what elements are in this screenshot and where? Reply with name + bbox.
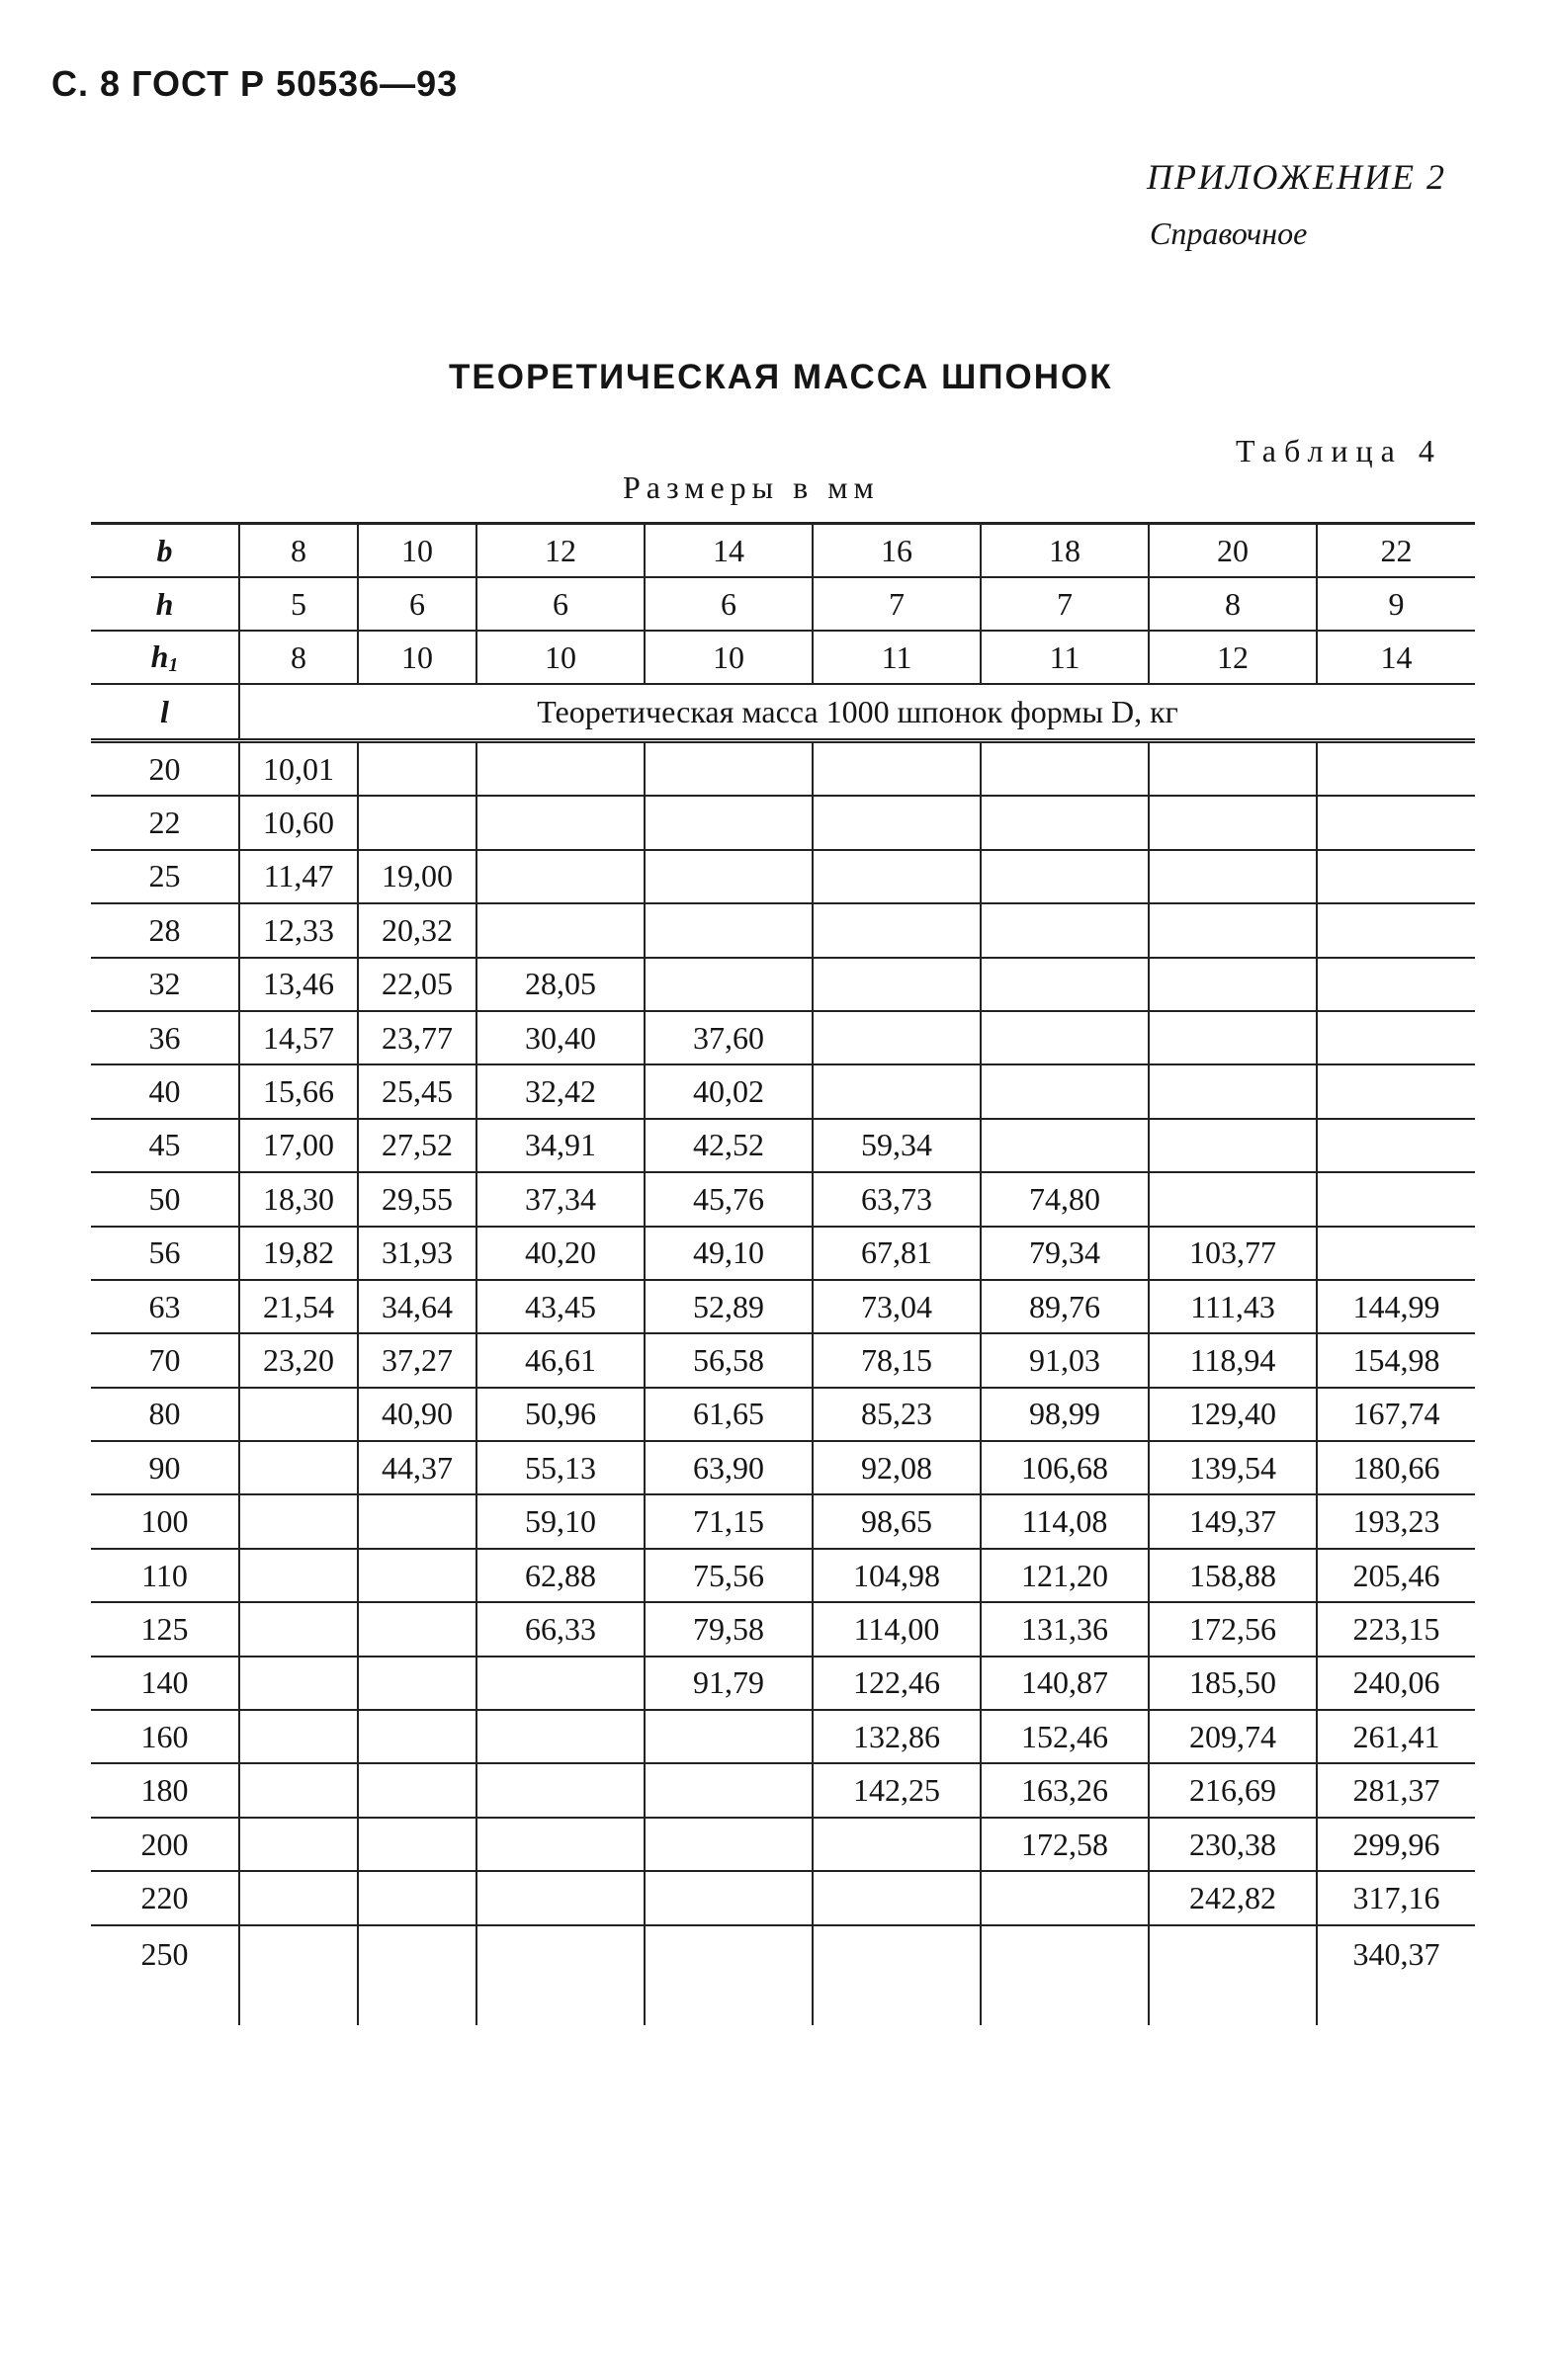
mass-value-cell [645,796,813,849]
mass-value-cell: 18,30 [239,1172,358,1226]
header-h1-cell: 12 [1149,631,1317,684]
header-row-h1 [91,631,1475,684]
mass-value-cell: 85,23 [813,1388,981,1441]
mass-value-cell [239,1494,358,1548]
mass-value-cell: 240,06 [1317,1657,1475,1710]
table-row [91,903,1475,957]
table-row [91,1280,1475,1333]
dimensions-note: Размеры в мм [623,469,880,505]
mass-value-cell: 19,00 [358,850,476,903]
label-h1-base: h [150,638,169,674]
length-cell: 125 [91,1602,239,1656]
mass-value-cell [1149,850,1317,903]
mass-value-cell [476,1925,645,2025]
mass-value-cell [813,796,981,849]
length-cell: 20 [91,741,239,797]
table-row [91,1549,1475,1602]
mass-value-cell [476,850,645,903]
mass-value-cell [813,1871,981,1924]
mass-value-cell [645,1818,813,1871]
mass-value-cell: 56,58 [645,1333,813,1387]
header-row-h [91,577,1475,631]
table-row [91,1871,1475,1924]
mass-value-cell [1149,958,1317,1011]
mass-value-cell: 27,52 [358,1119,476,1172]
mass-value-cell: 14,57 [239,1011,358,1064]
mass-value-cell: 40,90 [358,1388,476,1441]
mass-value-cell: 59,34 [813,1119,981,1172]
mass-value-cell [239,1388,358,1441]
length-cell: 90 [91,1441,239,1494]
mass-value-cell: 79,58 [645,1602,813,1656]
mass-value-cell [645,1710,813,1763]
mass-value-cell: 79,34 [981,1227,1149,1280]
mass-value-cell: 75,56 [645,1549,813,1602]
mass-value-cell [358,1818,476,1871]
mass-value-cell: 122,46 [813,1657,981,1710]
mass-value-cell: 10,01 [239,741,358,797]
table-row [91,1657,1475,1710]
length-cell: 70 [91,1333,239,1387]
appendix-title: ПРИЛОЖЕНИЕ 2 [1147,157,1446,197]
mass-value-cell: 10,60 [239,796,358,849]
mass-value-cell: 340,37 [1352,1935,1440,1972]
table-row [91,1710,1475,1763]
mass-value-cell: 193,23 [1317,1494,1475,1548]
mass-value-cell: 281,37 [1317,1763,1475,1817]
mass-value-cell: 71,15 [645,1494,813,1548]
mass-value-cell [813,1011,981,1064]
length-cell: 28 [91,903,239,957]
mass-value-cell [1149,1172,1317,1226]
header-h1-cell: 11 [981,631,1149,684]
appendix-subtitle: Справочное [1150,215,1308,251]
header-b-cell: 12 [476,524,645,578]
mass-value-cell: 89,76 [981,1280,1149,1333]
mass-value-cell [358,1763,476,1817]
mass-value-cell [1317,1011,1475,1064]
length-cell: 110 [91,1549,239,1602]
mass-value-cell [1149,1119,1317,1172]
mass-value-cell: 23,20 [239,1333,358,1387]
mass-value-cell [645,741,813,797]
length-cell: 45 [91,1119,239,1172]
header-h1-cell: 8 [239,631,358,684]
mass-value-cell [358,741,476,797]
mass-value-cell [1149,1011,1317,1064]
mass-value-cell: 63,73 [813,1172,981,1226]
mass-value-cell: 43,45 [476,1280,645,1333]
mass-value-cell [645,850,813,903]
mass-value-cell [476,1763,645,1817]
mass-value-cell: 31,93 [358,1227,476,1280]
mass-value-cell [1149,741,1317,797]
mass-value-cell: 59,10 [476,1494,645,1548]
mass-value-cell: 52,89 [645,1280,813,1333]
mass-value-cell: 317,16 [1317,1871,1475,1924]
mass-value-cell: 44,37 [358,1441,476,1494]
table-row [91,741,1475,797]
mass-value-cell: 62,88 [476,1549,645,1602]
header-b-cell: 14 [645,524,813,578]
mass-value-cell: 180,66 [1317,1441,1475,1494]
mass-value-cell: 91,03 [981,1333,1149,1387]
mass-value-cell [239,1549,358,1602]
page-header: С. 8 ГОСТ Р 50536—93 [51,63,459,104]
mass-value-cell [358,1925,476,2025]
mass-value-cell [358,796,476,849]
mass-value-cell: 132,86 [813,1710,981,1763]
table-caption: Теоретическая масса 1000 шпонок формы D, кг [239,684,1475,741]
mass-value-cell [239,1925,358,2025]
header-h1-cell: 11 [813,631,981,684]
mass-value-cell: 22,05 [358,958,476,1011]
mass-value-cell: 20,32 [358,903,476,957]
mass-value-cell [358,1871,476,1924]
label-h1 [91,631,239,684]
mass-value-cell [1317,1227,1475,1280]
mass-value-cell [476,903,645,957]
mass-value-cell [645,1763,813,1817]
length-cell: 220 [91,1871,239,1924]
header-h-cell: 8 [1149,577,1317,631]
header-h1-cell: 10 [645,631,813,684]
mass-value-cell: 67,81 [813,1227,981,1280]
table-row [91,1763,1475,1817]
mass-value-cell: 40,20 [476,1227,645,1280]
mass-value-cell: 118,94 [1149,1333,1317,1387]
mass-value-cell: 30,40 [476,1011,645,1064]
header-b-cell: 20 [1149,524,1317,578]
document-title: ТЕОРЕТИЧЕСКАЯ МАССА ШПОНОК [449,358,1113,396]
table-row [91,1925,1475,2025]
mass-value-cell [239,1763,358,1817]
mass-value-cell [239,1657,358,1710]
length-cell: 32 [91,958,239,1011]
mass-value-cell: 98,65 [813,1494,981,1548]
mass-value-cell [476,741,645,797]
mass-value-cell [476,1710,645,1763]
length-cell: 80 [91,1388,239,1441]
label-l: l [91,684,239,741]
mass-value-cell [1317,903,1475,957]
mass-value-cell [239,1871,358,1924]
mass-value-cell: 121,20 [981,1549,1149,1602]
mass-value-cell: 106,68 [981,1441,1149,1494]
mass-value-cell: 149,37 [1149,1494,1317,1548]
mass-value-cell [1317,1119,1475,1172]
table-row [91,1011,1475,1064]
mass-value-cell: 154,98 [1317,1333,1475,1387]
mass-value-cell: 11,47 [239,850,358,903]
mass-value-cell: 205,46 [1317,1549,1475,1602]
mass-value-cell: 223,15 [1317,1602,1475,1656]
mass-value-cell: 172,58 [981,1818,1149,1871]
mass-value-cell: 25,45 [358,1064,476,1118]
mass-value-cell [1149,1064,1317,1118]
mass-value-cell: 34,91 [476,1119,645,1172]
mass-value-cell: 104,98 [813,1549,981,1602]
mass-value-cell: 91,79 [645,1657,813,1710]
table-row [91,1602,1475,1656]
mass-value-cell: 129,40 [1149,1388,1317,1441]
mass-value-cell [813,741,981,797]
mass-value-cell: 140,87 [981,1657,1149,1710]
mass-value-cell [1149,903,1317,957]
length-cell: 100 [91,1494,239,1548]
mass-value-cell [358,1549,476,1602]
length-cell: 22 [91,796,239,849]
mass-value-cell [1317,1172,1475,1226]
header-h-cell: 7 [981,577,1149,631]
mass-value-cell [239,1818,358,1871]
table-row [91,1441,1475,1494]
mass-value-cell: 73,04 [813,1280,981,1333]
mass-value-cell: 114,08 [981,1494,1149,1548]
mass-value-cell: 299,96 [1317,1818,1475,1871]
mass-value-cell: 49,10 [645,1227,813,1280]
mass-value-cell: 139,54 [1149,1441,1317,1494]
mass-value-cell [981,1011,1149,1064]
mass-value-cell: 37,34 [476,1172,645,1226]
mass-value-cell: 167,74 [1317,1388,1475,1441]
mass-value-cell: 37,27 [358,1333,476,1387]
table-label: Таблица 4 [1236,433,1442,468]
mass-value-cell [981,903,1149,957]
mass-value-cell [981,1871,1149,1924]
mass-value-cell [813,850,981,903]
header-b-cell: 8 [239,524,358,578]
table-row [91,850,1475,903]
mass-value-cell [476,1657,645,1710]
header-h-cell: 7 [813,577,981,631]
mass-value-cell [981,850,1149,903]
label-h1-subscript: 1 [168,653,179,676]
mass-value-cell [813,958,981,1011]
table-row [91,1227,1475,1280]
mass-value-cell [476,1818,645,1871]
mass-value-cell: 261,41 [1317,1710,1475,1763]
mass-value-cell: 32,42 [476,1064,645,1118]
label-b: b [91,524,239,578]
header-h1-cell: 10 [476,631,645,684]
mass-value-cell: 78,15 [813,1333,981,1387]
mass-value-cell [981,958,1149,1011]
table-row [91,1494,1475,1548]
length-cell: 36 [91,1011,239,1064]
mass-value-cell: 98,99 [981,1388,1149,1441]
mass-value-cell: 230,38 [1149,1818,1317,1871]
mass-value-cell: 152,46 [981,1710,1149,1763]
mass-value-cell [1317,796,1475,849]
header-b-cell: 18 [981,524,1149,578]
mass-value-cell [813,1818,981,1871]
table-row [91,796,1475,849]
mass-value-cell [239,1441,358,1494]
mass-value-cell [813,903,981,957]
mass-value-cell: 34,64 [358,1280,476,1333]
mass-value-cell: 19,82 [239,1227,358,1280]
mass-value-cell: 63,90 [645,1441,813,1494]
mass-value-cell: 92,08 [813,1441,981,1494]
mass-value-cell [645,958,813,1011]
mass-value-cell: 15,66 [239,1064,358,1118]
header-h1-cell: 14 [1317,631,1475,684]
mass-value-cell: 12,33 [239,903,358,957]
mass-value-cell: 46,61 [476,1333,645,1387]
header-h-cell: 9 [1317,577,1475,631]
mass-value-cell: 23,77 [358,1011,476,1064]
label-h: h [91,577,239,631]
length-cell: 63 [91,1280,239,1333]
mass-value-cell [981,1925,1149,2025]
mass-value-cell: 55,13 [476,1441,645,1494]
table-row [91,958,1475,1011]
mass-value-cell [476,1871,645,1924]
mass-value-cell: 45,76 [645,1172,813,1226]
mass-value-cell: 242,82 [1149,1871,1317,1924]
mass-value-cell: 131,36 [981,1602,1149,1656]
mass-value-cell: 29,55 [358,1172,476,1226]
mass-value-cell: 144,99 [1317,1280,1475,1333]
mass-value-cell [1149,796,1317,849]
mass-value-cell [358,1710,476,1763]
mass-value-cell [358,1602,476,1656]
mass-value-cell: 216,69 [1149,1763,1317,1817]
mass-value-cell: 111,43 [1149,1280,1317,1333]
mass-value-cell: 163,26 [981,1763,1149,1817]
mass-value-cell [358,1494,476,1548]
mass-value-cell: 28,05 [476,958,645,1011]
header-b-cell: 22 [1317,524,1475,578]
mass-value-cell [1317,1064,1475,1118]
mass-value-cell: 40,02 [645,1064,813,1118]
header-h-cell: 5 [239,577,358,631]
header-h-cell: 6 [476,577,645,631]
mass-value-cell [239,1710,358,1763]
mass-value-cell: 66,33 [476,1602,645,1656]
length-cell: 140 [91,1657,239,1710]
length-cell: 180 [91,1763,239,1817]
mass-value-cell [1317,850,1475,903]
header-h1-cell: 10 [358,631,476,684]
mass-value-cell: 158,88 [1149,1549,1317,1602]
mass-value-cell [1317,958,1475,1011]
length-cell: 56 [91,1227,239,1280]
header-row-b [91,524,1475,578]
header-h-cell: 6 [645,577,813,631]
mass-value-cell: 172,56 [1149,1602,1317,1656]
mass-value-cell [813,1064,981,1118]
mass-value-cell: 13,46 [239,958,358,1011]
mass-value-cell: 42,52 [645,1119,813,1172]
mass-value-cell: 114,00 [813,1602,981,1656]
mass-value-cell: 17,00 [239,1119,358,1172]
table-row [91,1818,1475,1871]
mass-value-cell: 74,80 [981,1172,1149,1226]
caption-row [91,684,1475,741]
table-row [91,1172,1475,1226]
mass-table [91,522,1475,2025]
mass-value-cell: 61,65 [645,1388,813,1441]
mass-value-cell [1149,1925,1317,2025]
mass-value-cell [358,1657,476,1710]
mass-value-cell [981,1064,1149,1118]
header-h-cell: 6 [358,577,476,631]
mass-value-cell [645,903,813,957]
mass-value-cell [239,1602,358,1656]
table-row [91,1333,1475,1387]
length-cell: 50 [91,1172,239,1226]
mass-value-cell: 209,74 [1149,1710,1317,1763]
table-row [91,1064,1475,1118]
mass-value-cell [1317,741,1475,797]
mass-value-cell [645,1925,813,2025]
mass-value-cell: 103,77 [1149,1227,1317,1280]
mass-value-cell [981,1119,1149,1172]
length-cell: 25 [91,850,239,903]
mass-value-cell: 37,60 [645,1011,813,1064]
mass-value-cell: 21,54 [239,1280,358,1333]
mass-value-cell [813,1925,981,2025]
mass-value-cell [981,741,1149,797]
length-cell: 40 [91,1064,239,1118]
table-row [91,1119,1475,1172]
mass-value-cell [645,1871,813,1924]
length-cell: 200 [91,1818,239,1871]
length-cell: 250 [91,1925,239,2025]
length-cell: 160 [91,1710,239,1763]
mass-value-cell: 142,25 [813,1763,981,1817]
mass-value-cell: 185,50 [1149,1657,1317,1710]
header-b-cell: 10 [358,524,476,578]
mass-value-cell: 50,96 [476,1388,645,1441]
header-b-cell: 16 [813,524,981,578]
mass-value-cell [476,796,645,849]
table-row [91,1388,1475,1441]
mass-value-cell [981,796,1149,849]
